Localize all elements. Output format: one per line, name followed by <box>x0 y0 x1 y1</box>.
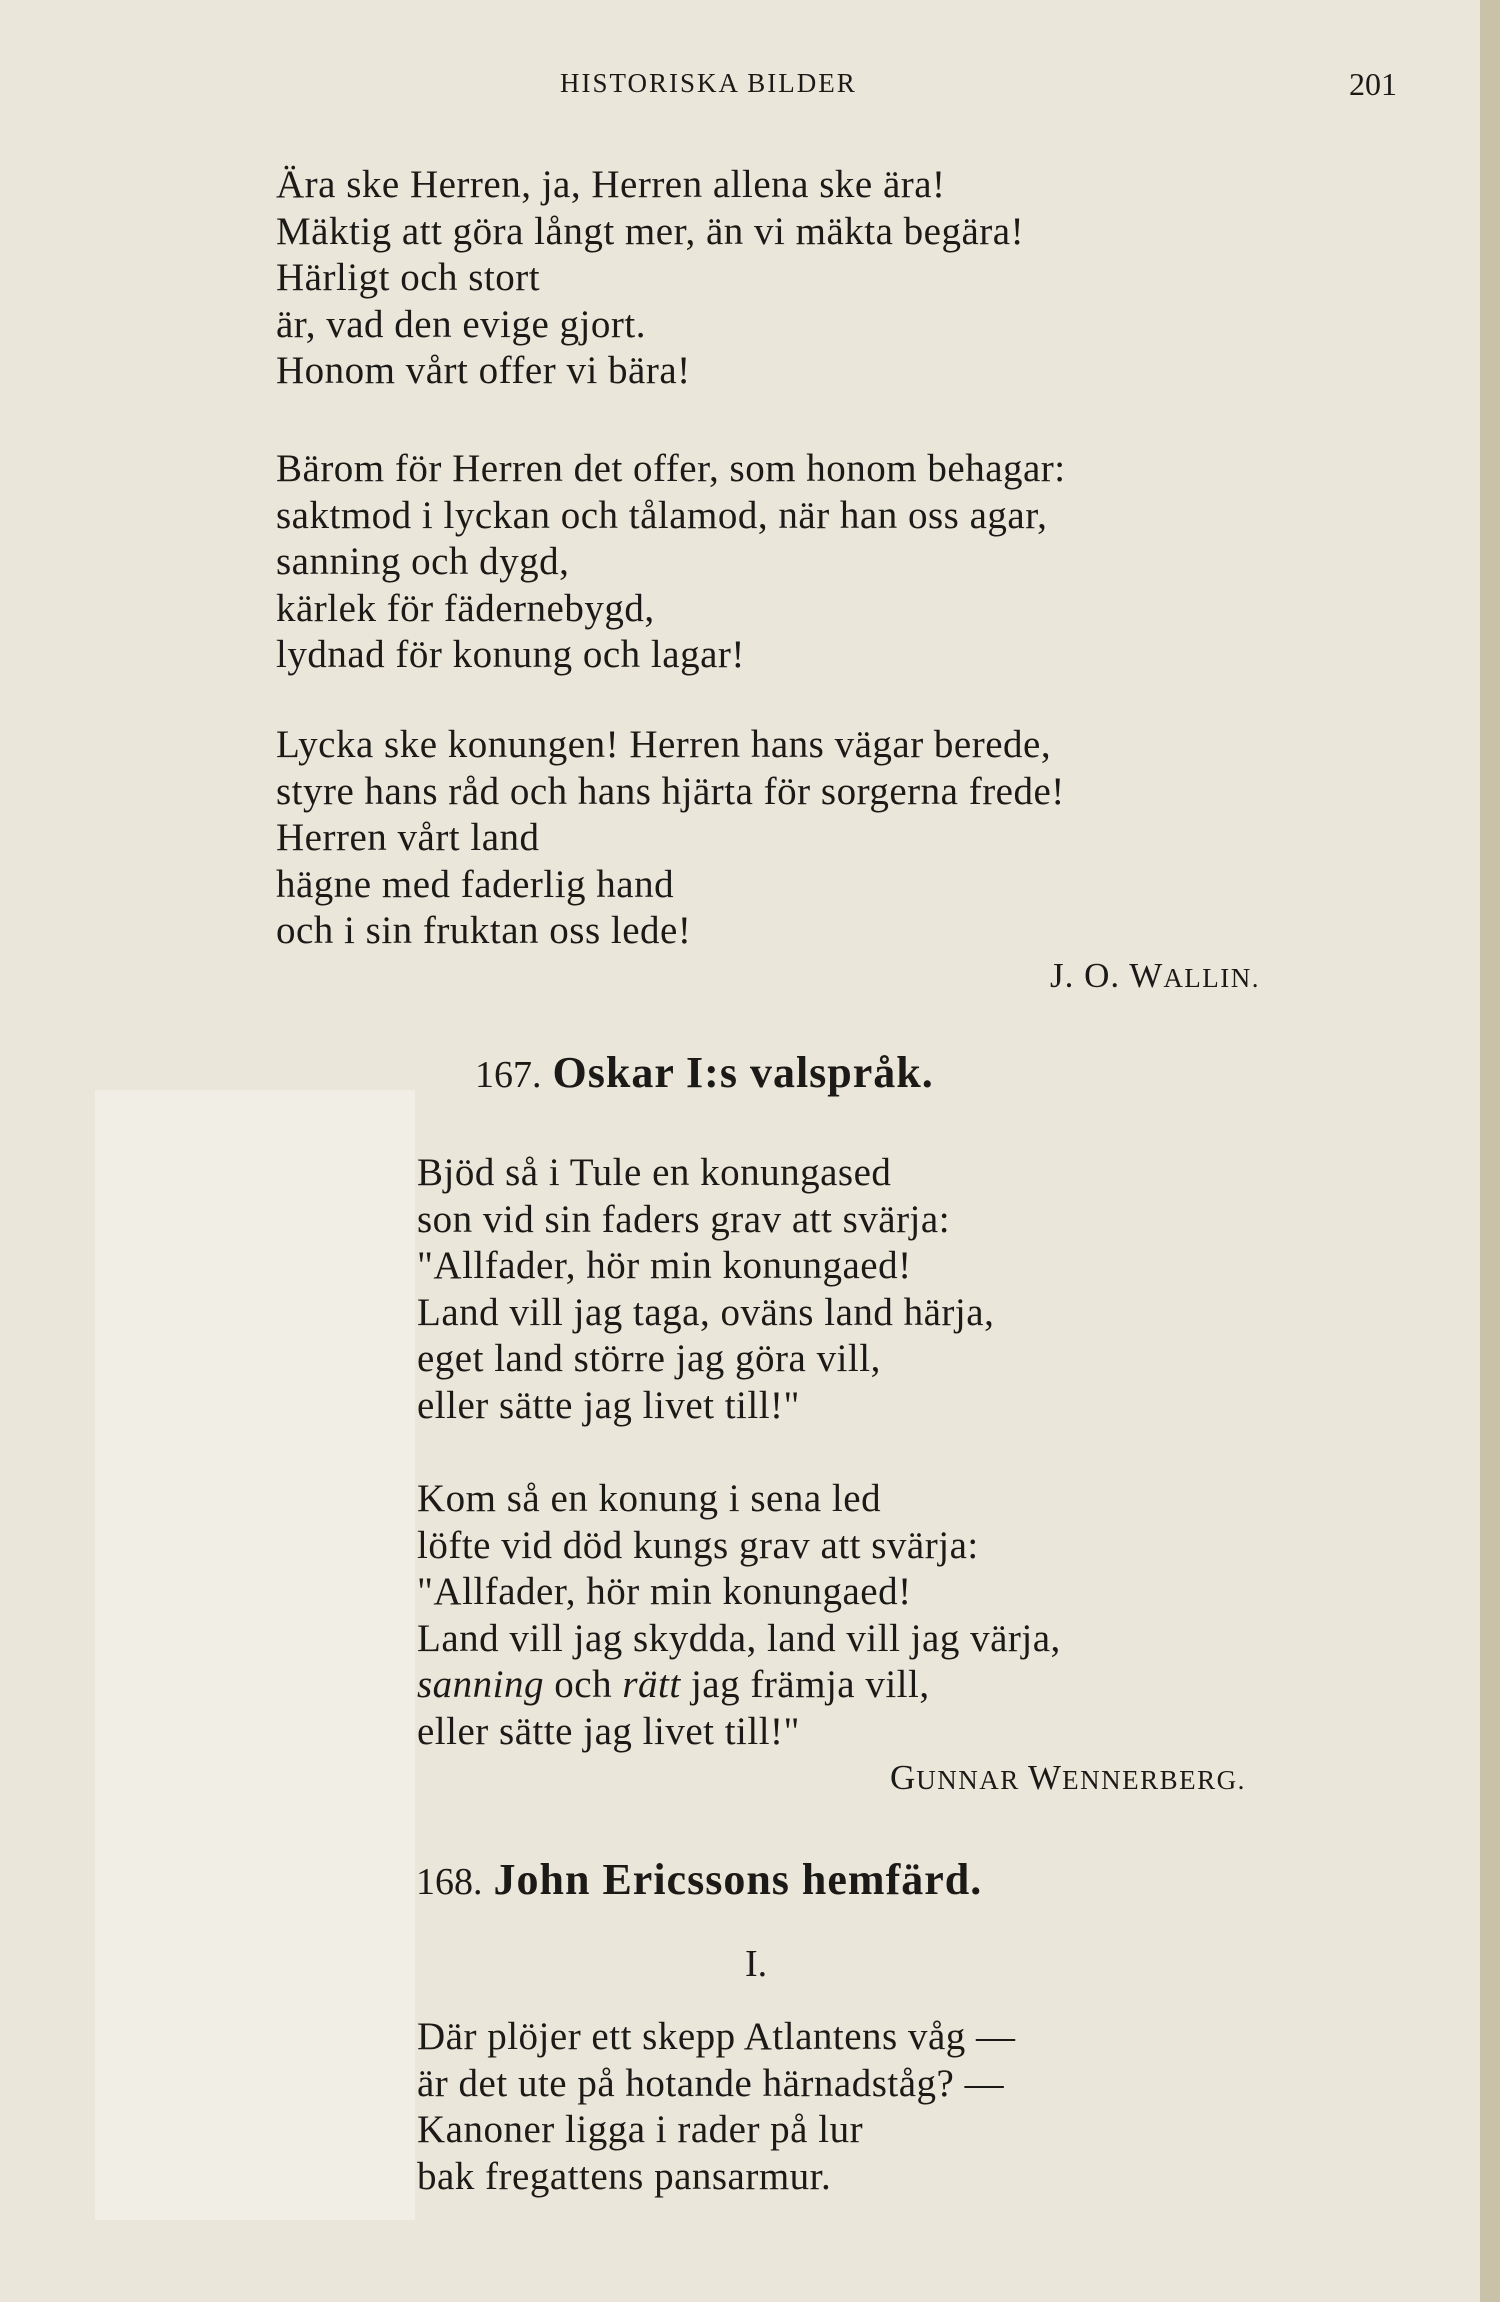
poem-number: 168. <box>416 1861 483 1903</box>
author-smallcaps: ENNERBERG. <box>1062 1765 1246 1795</box>
verse-line: saktmod i lyckan och tålamod, när han oss agar, <box>276 493 1048 537</box>
verse-line: är, vad den evige gjort. <box>276 302 646 346</box>
verse-text: jag främja vill, <box>680 1663 930 1706</box>
verse-line: hägne med faderlig hand <box>276 862 675 906</box>
verse-line: Kom så en konung i sena led <box>417 1477 882 1520</box>
page-edge <box>1480 0 1500 2302</box>
verse-line: Lycka ske konungen! Herren hans vägar berede, <box>276 723 1052 766</box>
verse-line: Ära ske Herren, ja, Herren allena ske ära! <box>276 163 946 206</box>
verse-line: och i sin fruktan oss lede! <box>276 909 692 952</box>
author-initials: J. O. W <box>1050 956 1164 995</box>
verse-line: bak fregattens pansarmur. <box>417 2154 832 2198</box>
poem-title: Oskar I:s valspråk. <box>552 1048 934 1097</box>
poem-168-heading <box>416 1854 982 1905</box>
verse-line: son vid sin faders grav att svärja: <box>417 1197 951 1241</box>
verse-line: Bärom för Herren det offer, som honom behagar: <box>276 447 1066 490</box>
verse-line: Mäktig att göra långt mer, än vi mäkta begära! <box>276 209 1025 253</box>
poem-166-stanza-3 <box>276 722 1065 955</box>
verse-line: Land vill jag skydda, land vill jag värja, <box>417 1616 1061 1660</box>
verse-line: "Allfader, hör min konungaed! <box>417 1570 912 1613</box>
italic-word: sanning <box>417 1663 545 1706</box>
poem-166-author <box>1050 956 1260 996</box>
running-head: HISTORISKA BILDER <box>560 68 857 98</box>
verse-line-italic <box>417 1662 1061 1709</box>
poem-167-heading <box>475 1047 934 1098</box>
verse-line: Härligt och stort <box>276 256 541 299</box>
poem-title: John Ericssons hemfärd. <box>493 1855 983 1904</box>
verse-line: sanning och dygd, <box>276 540 570 583</box>
verse-line: kärlek för fädernebygd, <box>276 586 655 630</box>
verse-line: Herren vårt land <box>276 816 540 859</box>
verse-text: och <box>544 1663 623 1706</box>
poem-166-stanza-1 <box>276 162 1024 395</box>
verse-line: Land vill jag taga, oväns land härja, <box>417 1290 995 1334</box>
verse-line: är det ute på hotande härnadståg? — <box>417 2061 1005 2105</box>
poem-167-author <box>890 1758 1246 1798</box>
verse-line: Bjöd så i Tule en konungased <box>417 1151 892 1194</box>
page-number: 201 <box>1349 66 1397 102</box>
verse-line: "Allfader, hör min konungaed! <box>417 1244 912 1287</box>
verse-line: eller sätte jag livet till!" <box>417 1709 800 1753</box>
verse-line: lydnad för konung och lagar! <box>276 633 745 676</box>
poem-168-stanza-1 <box>417 2014 1016 2200</box>
author-smallcaps: UNNAR <box>916 1765 1029 1795</box>
italic-word: rätt <box>622 1663 681 1706</box>
author-cap: W <box>1028 1758 1063 1797</box>
verse-line: styre hans råd och hans hjärta för sorgerna frede! <box>276 769 1065 813</box>
poem-166-stanza-2 <box>276 446 1066 679</box>
verse-line: eget land större jag göra vill, <box>417 1337 881 1380</box>
poem-167-stanza-1 <box>417 1150 994 1429</box>
author-surname: ALLIN. <box>1163 963 1261 993</box>
section-number: I. <box>745 1943 768 1985</box>
verse-line: löfte vid död kungs grav att svärja: <box>417 1523 979 1567</box>
poem-167-stanza-2 <box>417 1476 1061 1755</box>
author-cap: G <box>890 1758 917 1797</box>
verse-line: eller sätte jag livet till!" <box>417 1383 800 1427</box>
verse-line: Där plöjer ett skepp Atlantens våg — <box>417 2015 1016 2058</box>
verse-line: Kanoner ligga i rader på lur <box>417 2108 864 2151</box>
paper-patch <box>95 1090 415 2220</box>
verse-line: Honom vårt offer vi bära! <box>276 349 691 392</box>
poem-number: 167. <box>475 1054 542 1096</box>
